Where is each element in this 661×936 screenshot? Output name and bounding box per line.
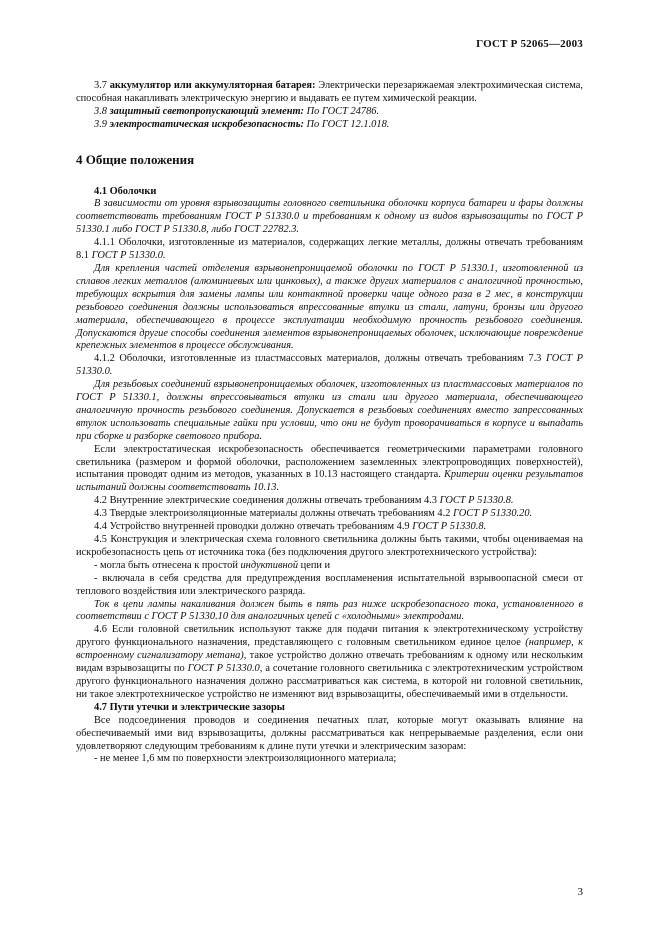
clause-4-4 — [76, 521, 583, 534]
clause-text: 4.1.2 Оболочки, изготовленные из пластмассовых материалов, должны отвечать требованиям 7.3 — [94, 353, 547, 365]
clause-4-3 — [76, 508, 583, 521]
term-definition: По ГОСТ 12.1.018. — [303, 118, 390, 130]
clause-text: 4.2 Внутренние электрические соединения должны отвечать требованиям 4.3 — [94, 495, 440, 507]
term-definition: По ГОСТ 24786. — [304, 105, 380, 117]
clause-4-5-note: Ток в цепи лампы накаливания должен быть в пять раз ниже искробезопасного тока, установленного в соответствии с ГОСТ Р 51330.10 для аналогичных цепей с «холодными» электродами. — [76, 598, 583, 623]
page-number: 3 — [577, 886, 583, 898]
standard-reference: ГОСТ Р 51330.20. — [453, 508, 533, 520]
standard-reference: ГОСТ Р 51330.0. — [91, 250, 166, 262]
clause-4-2 — [76, 495, 583, 508]
example-note: (например, к встроенному сигнализатору метана), — [76, 637, 584, 662]
clause-4-5-item-1 — [76, 560, 583, 573]
clause-number: 3.9 — [94, 118, 110, 130]
clause-number: 3.7 — [94, 80, 110, 91]
page-content — [76, 80, 583, 766]
clause-4-6 — [76, 624, 583, 701]
standard-header: ГОСТ Р 52065—2003 — [476, 38, 583, 50]
standard-reference: ГОСТ Р 51330.0, — [187, 663, 263, 675]
clause-text: такое устройство должно отвечать требованиям к одному или нескольким видам взрывозащиты по — [76, 650, 583, 675]
definition-3-8 — [76, 106, 583, 119]
clause-4-5-item-2: - включала в себя средства для предупреждения воспламенения испытательной взрывоопасной смеси от теплового воздействия или электрического разряда. — [76, 572, 583, 597]
criteria-note: Критерии оценки результатов испытаний должны соответствовать 10.13. — [76, 469, 583, 494]
standard-reference: ГОСТ Р 51330.8. — [412, 521, 487, 533]
definition-3-9 — [76, 119, 583, 132]
clause-4-5: 4.5 Конструкция и электрическая схема головного светильника должны быть такими, чтобы оцениваемая на искробезопасность цепь от источника тока (без подключения другого электротехнического устройства): — [76, 534, 583, 558]
clause-4-1-1-note: Для крепления частей отделения взрывонепроницаемой оболочки по ГОСТ Р 51330.1, изготовленной из сплавов легких металлов (алюминиевых или цинковых), а также других материалов с аналогичной прочностью, требующих вскрытия для замены лампы или контактной проверки чаще одного раза в 2 мес, в конструкции резьбового соединения должны использоваться впрессованные втулки из стали, латуни, бронзы или другого материала, обеспечивающего в процессе эксплуатации необходимую прочность резьбового соединения. Допускаются другие способы соединения элементов взрывонепроницаемых оболочек, исключающие повреждение крепежных элементов в процессе обслуживания. — [76, 262, 583, 352]
clause-4-1-2-note: Для резьбовых соединений взрывонепроницаемых оболочек, изготовленных из пластмассовых материалов по ГОСТ Р 51330.1, должны впрессовываться втулки из стали или другого материала, обеспечивающего аналогичную прочность резьбового соединения. Допускается в резьбовых соединениях вместо запрессованных втулок использовать специальные гайки при условии, что они не будут проворачиваться в корпусе и выпадать при сборке и разборке светового прибора. — [76, 379, 583, 442]
term-definition: Электрически перезаряжаемая электрохимическая система, способная накапливать электрическую энергию и выдавать ее путем химической реакции. — [76, 80, 583, 104]
clause-4-1-heading: 4.1 Оболочки — [94, 185, 157, 197]
clause-4-7-heading: 4.7 Пути утечки и электрические зазоры — [94, 701, 285, 713]
clause-text: Если электростатическая искробезопасность обеспечивается геометрическими параметрами головного светильника (размером и формой оболочки, расположением заземленных электропроводящих поверхностей), испытания проводят одним из методов, указанных в 10.13 настоящего стандарта. — [76, 443, 583, 481]
term-name: аккумулятор или аккумуляторная батарея: — [109, 80, 316, 91]
clause-number: 3.8 — [94, 105, 110, 117]
clause-4-7-item-1: - не менее 1,6 мм по поверхности электроизоляционного материала; — [94, 753, 397, 765]
term-name: электростатическая искробезопасность: — [109, 118, 304, 130]
clause-text: а сочетание головного светильника с электротехническим устройством другого функционального назначения должно рассматриваться как система, в которой ни головной светильник, ни такое электротехническое устройство не изменяют вид взрывозащиты, обеспечиваемый ими в отдельности. — [76, 663, 583, 700]
standard-reference: ГОСТ Р 51330.0. — [76, 353, 583, 378]
clause-4-1-intro: В зависимости от уровня взрывозащиты головного светильника оболочки корпуса батареи и фары должны соответствовать требованиям ГОСТ Р 51330.0 и требованиям к одному из видов взрывозащиты по ГОСТ Р 51330.1 либо ГОСТ Р 51330.8, либо ГОСТ 22782.3. — [76, 198, 583, 236]
term-name: защитный светопропускающий элемент: — [109, 105, 305, 117]
clause-text: 4.1.1 Оболочки, изготовленные из материалов, содержащих легкие металлы, должны отвечать требованиям 8.1 — [76, 237, 583, 262]
standard-reference: ГОСТ Р 51330.8. — [439, 495, 514, 507]
clause-text: 4.6 Если головной светильник используют также для подачи питания к электротехническому устройству другого функционального назначения, представляющего с головным светильником единое целое — [76, 624, 583, 649]
clause-4-1-1 — [76, 237, 583, 263]
clause-4-1-2 — [76, 353, 583, 379]
list-emphasis: индуктивной — [240, 559, 299, 571]
list-text: цепи и — [298, 559, 331, 571]
definition-3-7 — [76, 80, 583, 106]
clause-text: 4.3 Твердые электроизоляционные материалы должны отвечать требованиям 4.2 — [94, 508, 454, 520]
list-text: - могла быть отнесена к простой — [94, 559, 241, 571]
electrostatic-paragraph — [76, 444, 583, 496]
section-4-heading: 4 Общие положения — [76, 151, 195, 167]
clause-4-7-text: Все подсоединения проводов и соединения печатных плат, которые могут оказывать влияние на обеспечиваемый ими вид взрывозащиты, должны рассматриваться как непрерываемые разделения, если они удовлетворяют следующим требованиям к длине пути утечки и электрическим зазорам: — [76, 714, 583, 752]
clause-text: 4.4 Устройство внутренней проводки должно отвечать требованиям 4.9 — [94, 521, 413, 533]
